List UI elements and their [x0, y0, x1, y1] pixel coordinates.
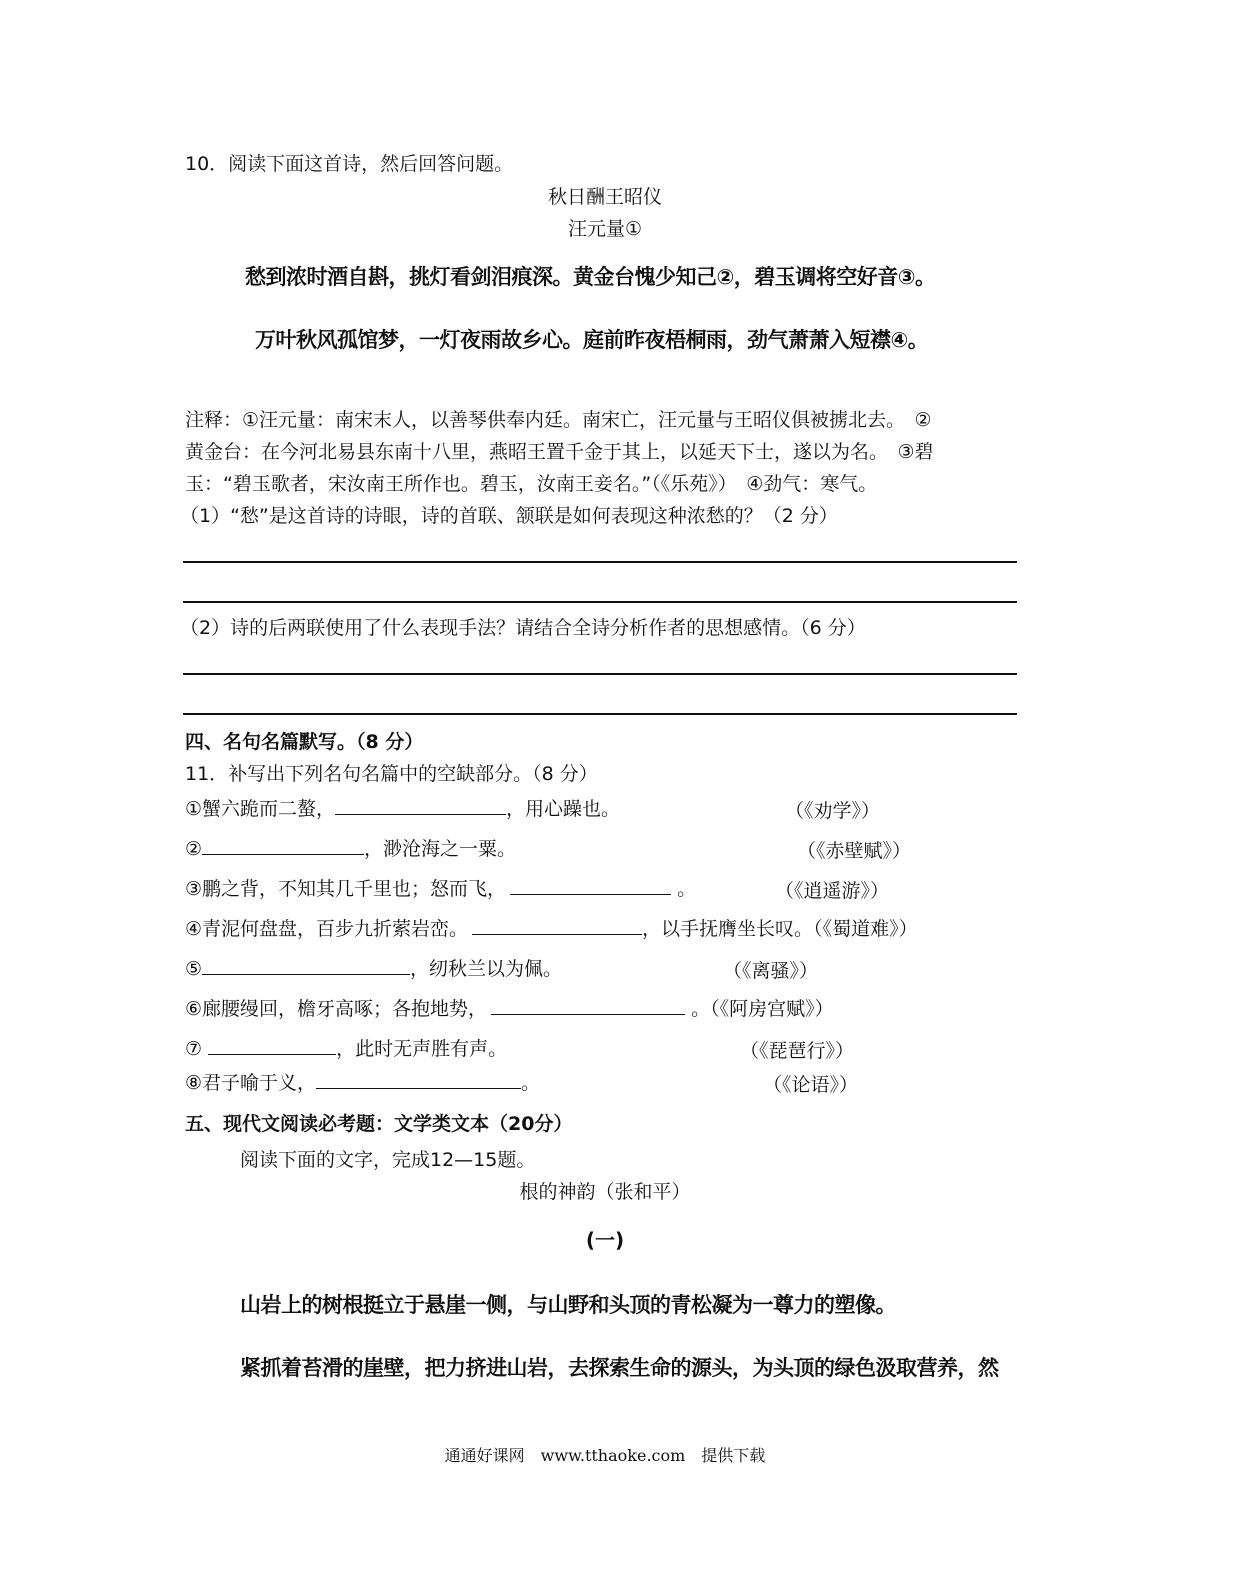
reading-instruction: 阅读下面的文字，完成12—15题。 [240, 1149, 536, 1171]
fill-blank[interactable] [472, 916, 642, 935]
fill-blank[interactable] [335, 796, 506, 815]
fill-blank[interactable] [208, 1036, 336, 1055]
fill-blank[interactable] [202, 836, 364, 855]
poem-author: 汪元量① [567, 218, 643, 240]
item-source: （《蜀道难》） [813, 918, 918, 940]
fill-blank[interactable] [202, 956, 410, 975]
answer-line[interactable] [183, 601, 1017, 603]
section-5-heading: 五、现代文阅读必考题：文学类文本（20分） [185, 1113, 573, 1135]
item-source: （《琵琶行》） [740, 1040, 855, 1062]
fill-blank[interactable] [491, 996, 685, 1015]
article-paragraph: 紧抓着苔滑的崖壁，把力挤进山岩，去探索生命的源头，为头顶的绿色汲取营养，然 [240, 1356, 999, 1380]
item-source: （《逍遥游》） [775, 880, 890, 902]
article-paragraph: 山岩上的树根挺立于悬崖一侧，与山野和头顶的青松凝为一尊力的塑像。 [240, 1293, 896, 1317]
fill-item-5: ⑤ ，纫秋兰以为佩。 [185, 958, 563, 980]
item-source: （《阿房宫赋》） [710, 998, 834, 1020]
note-line: 黄金台：在今河北易县东南十八里，燕昭王置千金于其上，以延天下士，遂以为名。 ③碧 [185, 441, 934, 463]
item-source: （《劝学》） [785, 800, 881, 822]
article-title: 根的神韵（张和平） [519, 1181, 691, 1203]
poem-title: 秋日酬王昭仪 [547, 186, 662, 208]
item-source: （《离骚》） [723, 960, 819, 982]
fill-item-8: ⑧君子喻于义， 。 [185, 1072, 541, 1094]
fill-item-4: ④青泥何盘盘，百步九折萦岩峦。 ，以手抚膺坐长叹。（《蜀道难》） [185, 918, 918, 940]
item-source: （《论语》） [763, 1074, 859, 1096]
note-line: 注释：①汪元量：南宋末人，以善琴供奉内廷。南宋亡，汪元量与王昭仪俱被掳北去。 ② [185, 409, 932, 431]
fill-item-6: ⑥廊腰缦回，檐牙高啄；各抱地势， 。（《阿房宫赋》） [185, 998, 834, 1020]
sub-question-2: （2）诗的后两联使用了什么表现手法？请结合全诗分析作者的思想感情。（6 分） [180, 617, 866, 639]
item-source: （《赤壁赋》） [797, 840, 912, 862]
question-11-prompt: 11．补写出下列名句名篇中的空缺部分。（8 分） [185, 763, 598, 785]
question-10-prompt: 10．阅读下面这首诗，然后回答问题。 [185, 153, 514, 175]
footer-text: 通通好课网 www.tthaoke.com 提供下载 [444, 1446, 766, 1465]
poem-line-1: 愁到浓时酒自斟，挑灯看剑泪痕深。黄金台愧少知己②，碧玉调将空好音③。 [245, 265, 936, 289]
poem-line-2: 万叶秋风孤馆梦，一灯夜雨故乡心。庭前昨夜梧桐雨，劲气萧萧入短襟④。 [255, 328, 929, 352]
sub-question-1: （1）“愁”是这首诗的诗眼，诗的首联、颔联是如何表现这种浓愁的？（2 分） [180, 505, 838, 527]
part-number: (一) [585, 1228, 625, 1252]
note-line: 玉：“碧玉歌者，宋汝南王所作也。碧玉，汝南王妾名。”（《乐苑》） ④劲气：寒气。 [185, 473, 878, 495]
fill-blank[interactable] [316, 1070, 521, 1089]
answer-line[interactable] [183, 713, 1017, 715]
fill-item-7: ⑦ ，此时无声胜有声。 [185, 1038, 508, 1060]
answer-line[interactable] [183, 673, 1017, 675]
fill-item-3: ③鹏之背，不知其几千里也；怒而飞， 。 [185, 878, 697, 900]
fill-blank[interactable] [510, 876, 671, 895]
section-4-heading: 四、名句名篇默写。（8 分） [185, 731, 424, 753]
fill-item-1: ①蟹六跪而二螯， ，用心躁也。 [185, 798, 621, 820]
fill-item-2: ② ，渺沧海之一粟。 [185, 838, 517, 860]
answer-line[interactable] [183, 561, 1017, 563]
